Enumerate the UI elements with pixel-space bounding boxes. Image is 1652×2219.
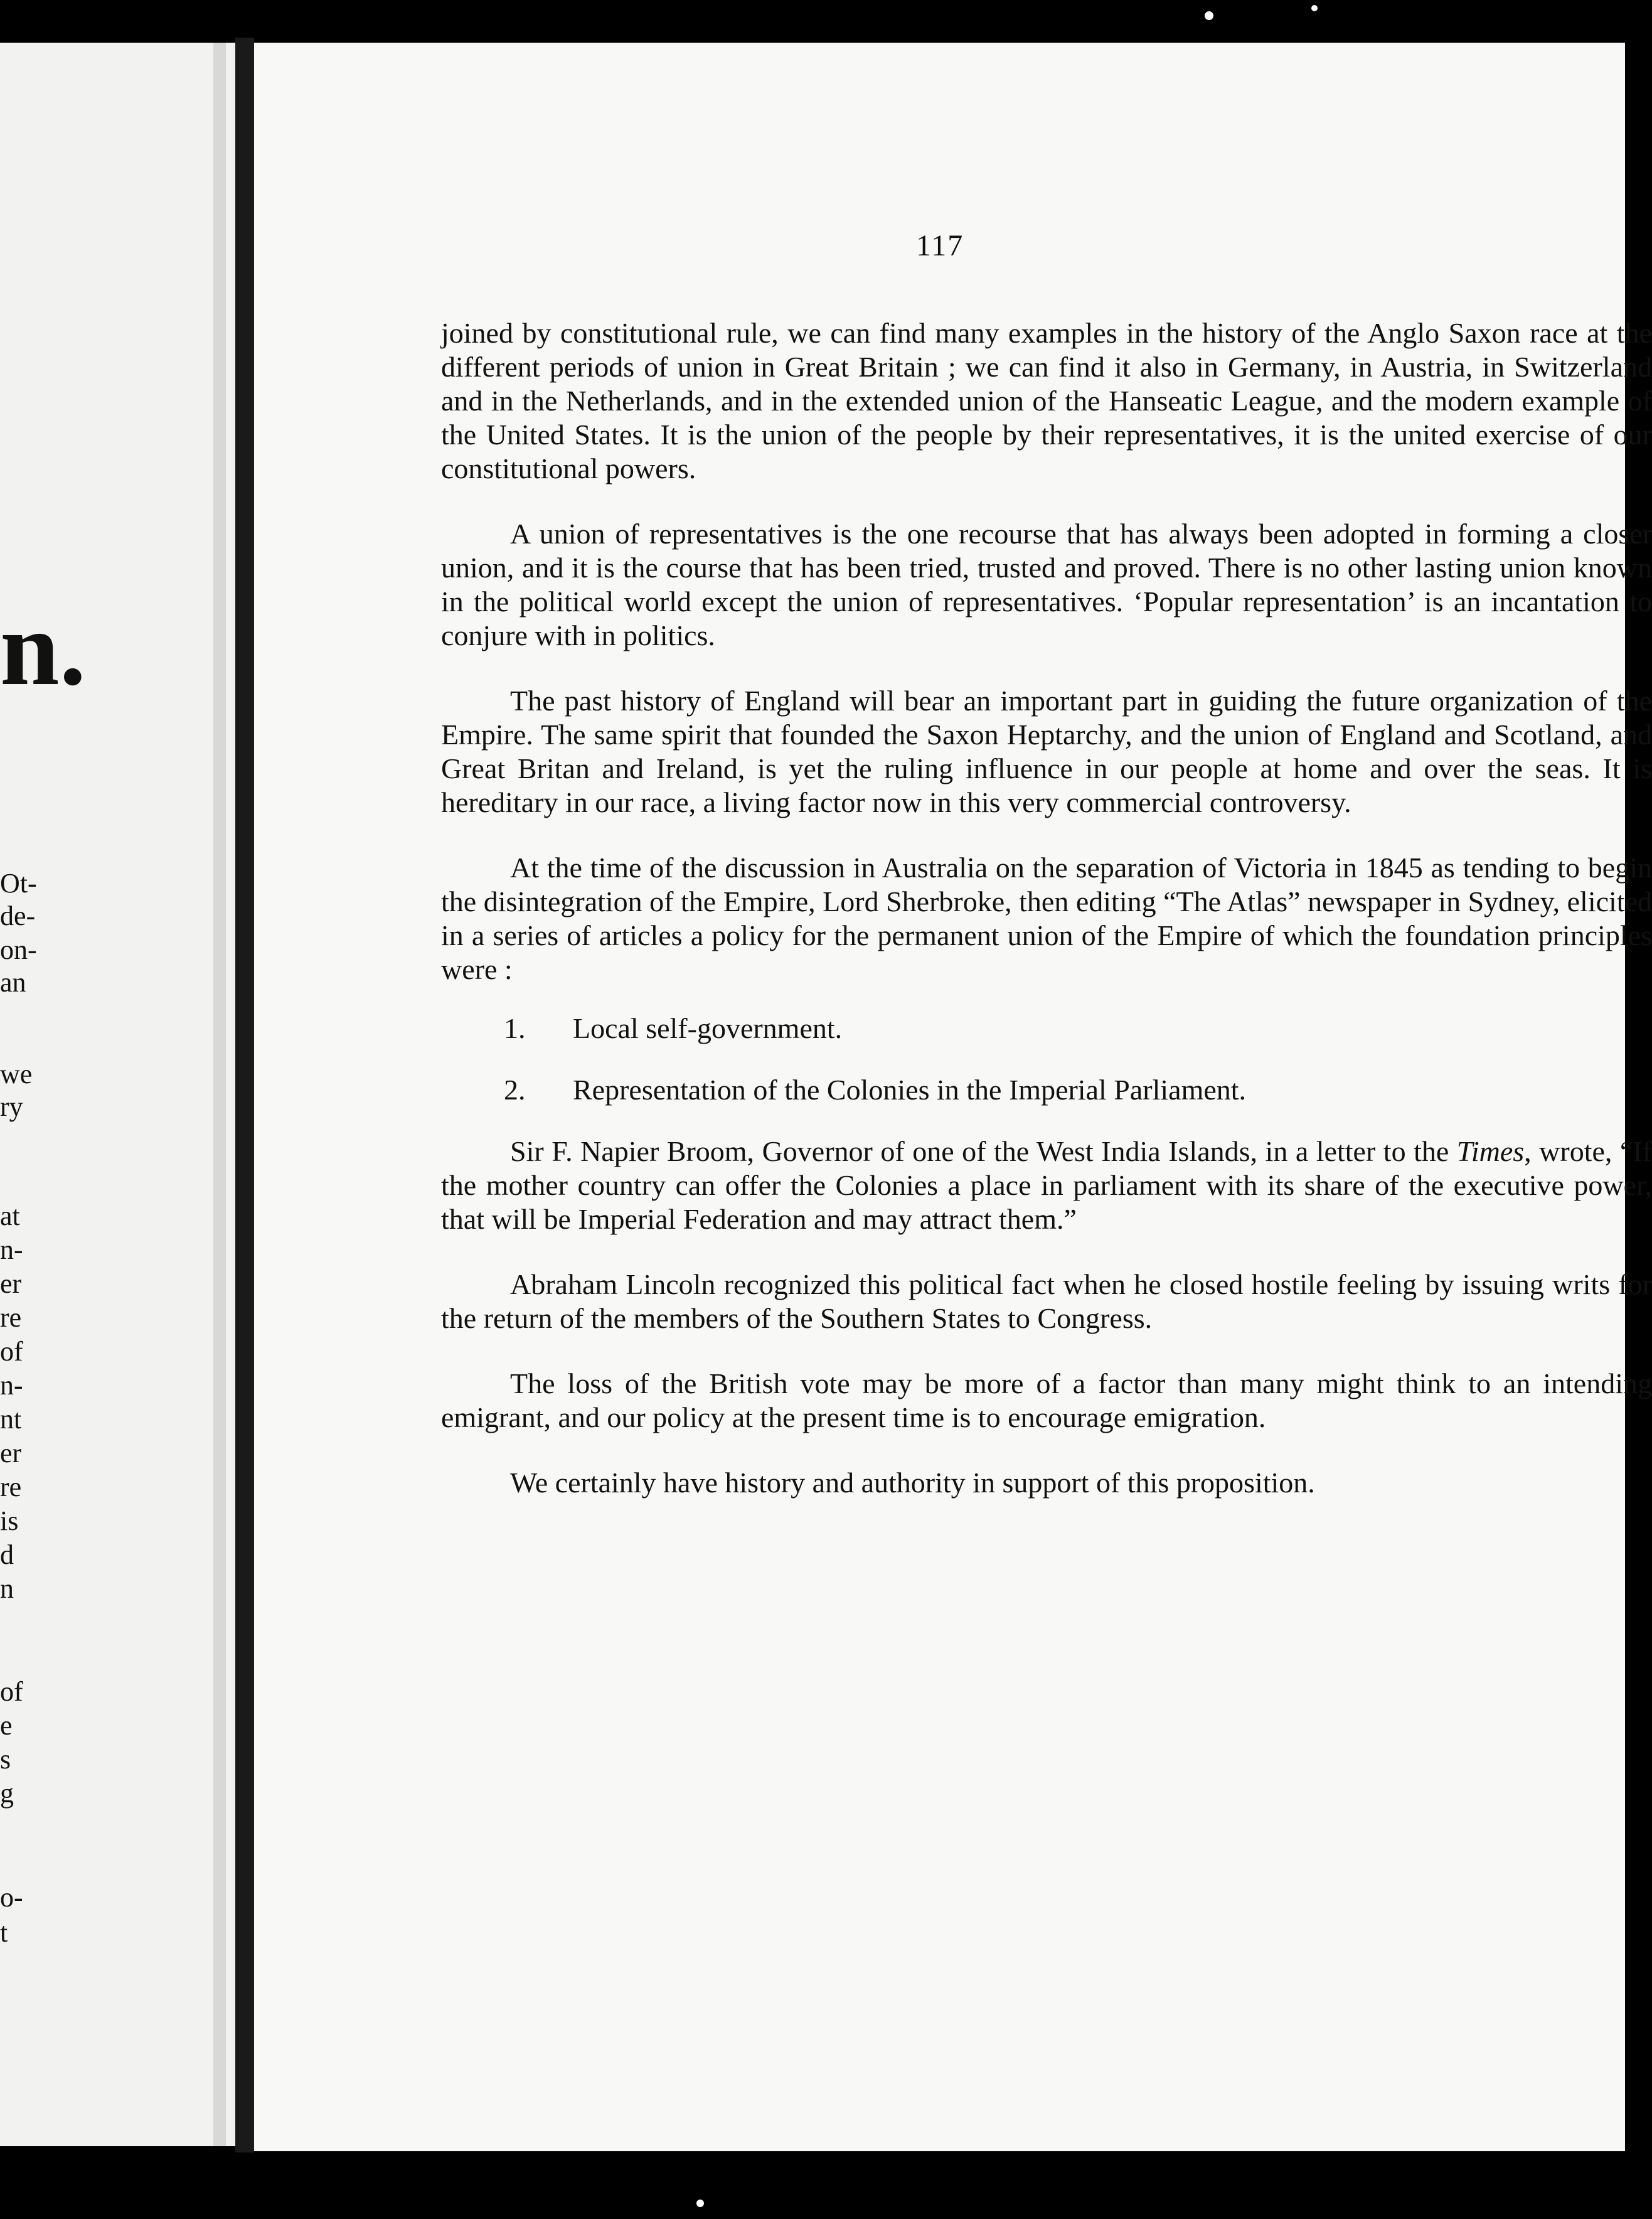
left-fragment: an <box>0 967 26 998</box>
list-item-text: Local self-government. <box>573 1012 843 1044</box>
left-fragment: on- <box>0 934 37 965</box>
left-fragment: of <box>0 1336 23 1367</box>
page-number: 117 <box>916 229 964 262</box>
left-fragment: is <box>0 1505 19 1536</box>
paragraph-text: Sir F. Napier Broom, Governor of one of the West India Islands, in a letter to the <box>510 1135 1457 1167</box>
scan-speck <box>696 2200 704 2207</box>
list-item-number: 1. <box>504 1012 526 1044</box>
list-item <box>441 1012 1652 1045</box>
paragraph-conclusion: We certainly have history and authority in support of this proposition. <box>510 1467 1315 1499</box>
newspaper-title: Times <box>1456 1135 1525 1167</box>
left-fragment: of <box>0 1676 23 1707</box>
left-fragment: e <box>0 1710 13 1741</box>
scan-speck <box>1311 5 1318 11</box>
left-fragment: o- <box>0 1882 23 1913</box>
left-fragment: nt <box>0 1404 22 1435</box>
left-fragment: n- <box>0 1234 23 1265</box>
paragraph-text: , wrote, “If the mother country can offer the Colonies a place in parliament with its share of the executive power, that will be Imperial Federation and may attract them.” <box>441 1135 1652 1235</box>
left-fragment: re <box>0 1302 22 1333</box>
left-fragment: er <box>0 1438 22 1468</box>
paragraph-continuation: joined by constitutional rule, we can find many examples in the history of the Anglo Saxon race at the different periods of union in Great Britain ; we can find it also in Germany, in Austria, in Switzerland and in the Netherlands, and in the extended union of the Hanseatic League, and the modern example of the United States. It is the union of the people by their representatives, it is the united exercise of our constitutional powers. <box>441 317 1652 484</box>
list-item <box>441 1073 1652 1107</box>
left-fragment: ry <box>0 1091 23 1122</box>
page-edge-divider <box>213 43 226 2146</box>
left-fragment: at <box>0 1200 20 1231</box>
left-fragment: Ot- <box>0 868 37 899</box>
scan-speck <box>1205 11 1213 20</box>
paragraph-history-of-england: The past history of England will bear an important part in guiding the future organization of the Empire. The same spirit that founded the Saxon Heptarchy, and the union of England and Scotland, and Great Britan and Ireland, is yet the ruling influence in our people at home and over the seas. It is hereditary in our race, a living factor now in this very commercial controversy. <box>441 685 1652 818</box>
left-page <box>0 43 235 2146</box>
left-fragment: re <box>0 1472 22 1502</box>
paragraph-australia-discussion: At the time of the discussion in Australia on the separation of Victoria in 1845 as tending to begin the disintegration of the Empire, Lord Sherbroke, then editing “The Atlas” newspaper in Sydney, elicited in a series of articles a policy for the permanent union of the Empire of which the foundation principles were : <box>441 852 1652 985</box>
left-fragment: we <box>0 1059 33 1089</box>
left-page-heading-fragment: n. <box>0 589 87 707</box>
paragraph-british-vote: The loss of the British vote may be more of a factor than many might think to an intending emigrant, and our policy at the present time is to encourage emigration. <box>441 1367 1652 1433</box>
left-fragment: s <box>0 1744 11 1775</box>
paragraph-abraham-lincoln: Abraham Lincoln recognized this political fact when he closed hostile feeling by issuing writs for the return of the members of the Southern States to Congress. <box>441 1268 1652 1334</box>
paragraph-napier-broom <box>441 1135 1652 1236</box>
left-fragment: g <box>0 1778 14 1809</box>
list-item-number: 2. <box>504 1074 526 1106</box>
left-fragment: n <box>0 1573 14 1604</box>
list-item-text: Representation of the Colonies in the Imperial Parliament. <box>573 1074 1247 1106</box>
page-body <box>441 316 1652 1531</box>
paragraph-union-of-representatives: A union of representatives is the one recourse that has always been adopted in forming a closer union, and it is the course that has been tried, trusted and proved. There is no other lasting union known in the political world except the union of representatives. ‘Popular representation’ is an incantation to conjure with in politics. <box>441 518 1652 651</box>
left-fragment: d <box>0 1539 14 1570</box>
left-fragment: n- <box>0 1370 23 1401</box>
left-fragment: er <box>0 1268 22 1299</box>
left-fragment: t <box>0 1917 8 1948</box>
right-page <box>254 43 1652 2151</box>
book-gutter <box>235 38 254 2152</box>
left-fragment: de- <box>0 901 36 931</box>
